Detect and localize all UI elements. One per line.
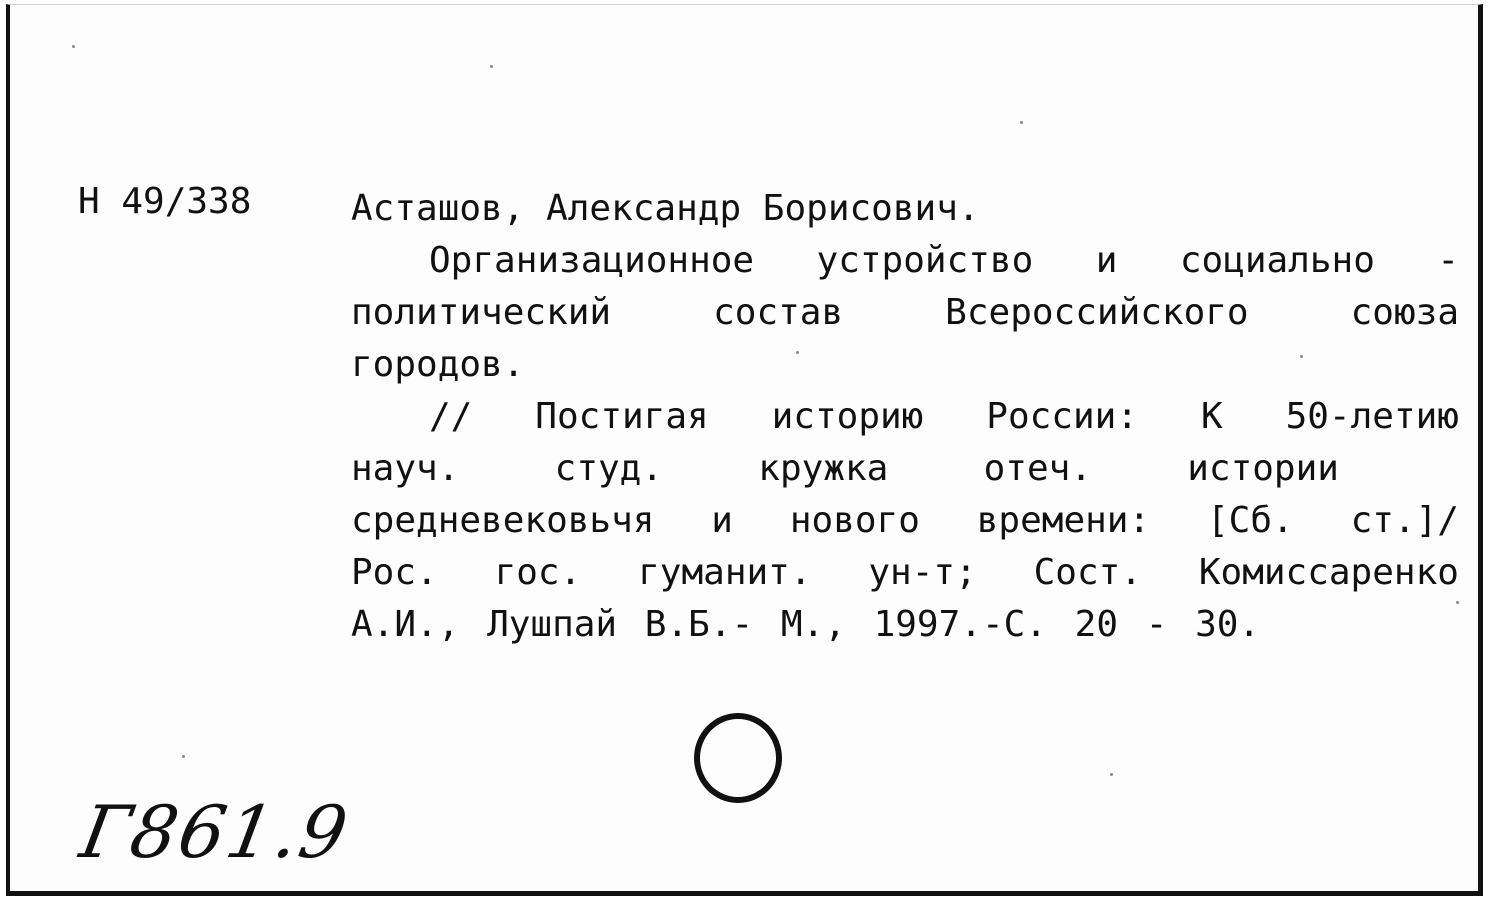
speck [1300,355,1303,358]
word: средневековьчя [351,500,655,541]
word: союза [1350,292,1459,333]
source-line-5 [351,599,1459,651]
handwritten-classification-number: Г861.9 [74,790,356,874]
word: кружка [758,448,889,489]
speck [490,65,493,68]
speck [1020,121,1023,124]
word: социально [1179,240,1375,281]
word: Всероссийского [945,292,1249,333]
word: [Сб. [1207,500,1294,541]
speck [1110,773,1113,776]
word: Организационное [429,240,755,281]
title-line-3 [351,339,1459,391]
word: студ. [554,448,664,489]
word: А.И., [351,604,460,645]
word: Комиссаренко [1198,552,1459,593]
word: устройство [816,240,1034,281]
word: историю [771,396,924,437]
word: России: [986,396,1138,437]
source-block [351,391,1459,651]
word: К [1200,396,1223,437]
word: 20 [1074,604,1119,645]
title-line-2 [351,287,1459,339]
word: Рос. [351,552,438,593]
word: гуманит. [638,552,812,593]
word: - [1145,604,1168,645]
speck [1456,601,1459,604]
word: В.Б.- [644,604,754,645]
source-line-4 [351,547,1459,599]
word: - [1437,240,1459,281]
title-line-1 [351,235,1459,287]
source-line-2 [351,443,1459,495]
speck [796,351,799,354]
speck [72,45,75,48]
word: ун-т; [868,552,977,593]
word: Постигая [535,396,709,437]
bibliographic-entry [351,183,1459,235]
catalog-card [6,4,1483,896]
word: Лушпай [487,604,618,645]
source-line-1 [351,391,1459,443]
word: гос. [494,552,582,593]
word: М., [780,604,846,645]
shelf-mark: Н 49/338 [78,181,252,222]
word: состав [713,292,844,333]
word: отеч. [983,448,1092,489]
word: 50-летию [1285,396,1459,437]
word: времени: [976,500,1151,541]
word: 30. [1195,604,1261,645]
word: // [429,396,473,437]
word: политический [351,292,612,333]
word: 1997.-С. [873,604,1047,645]
word: истории [1187,448,1339,489]
author-line: Асташов, Александр Борисович. [351,188,980,229]
word: науч. [351,448,460,489]
word: Сост. [1033,552,1142,593]
word: городов. [351,344,525,385]
word: и [1095,240,1118,281]
word: нового [789,500,920,541]
word: и [711,500,733,541]
speck [182,755,185,758]
title-block [351,235,1459,391]
source-line-3 [351,495,1459,547]
word: ст.]/ [1350,500,1459,541]
punch-hole [694,713,782,803]
